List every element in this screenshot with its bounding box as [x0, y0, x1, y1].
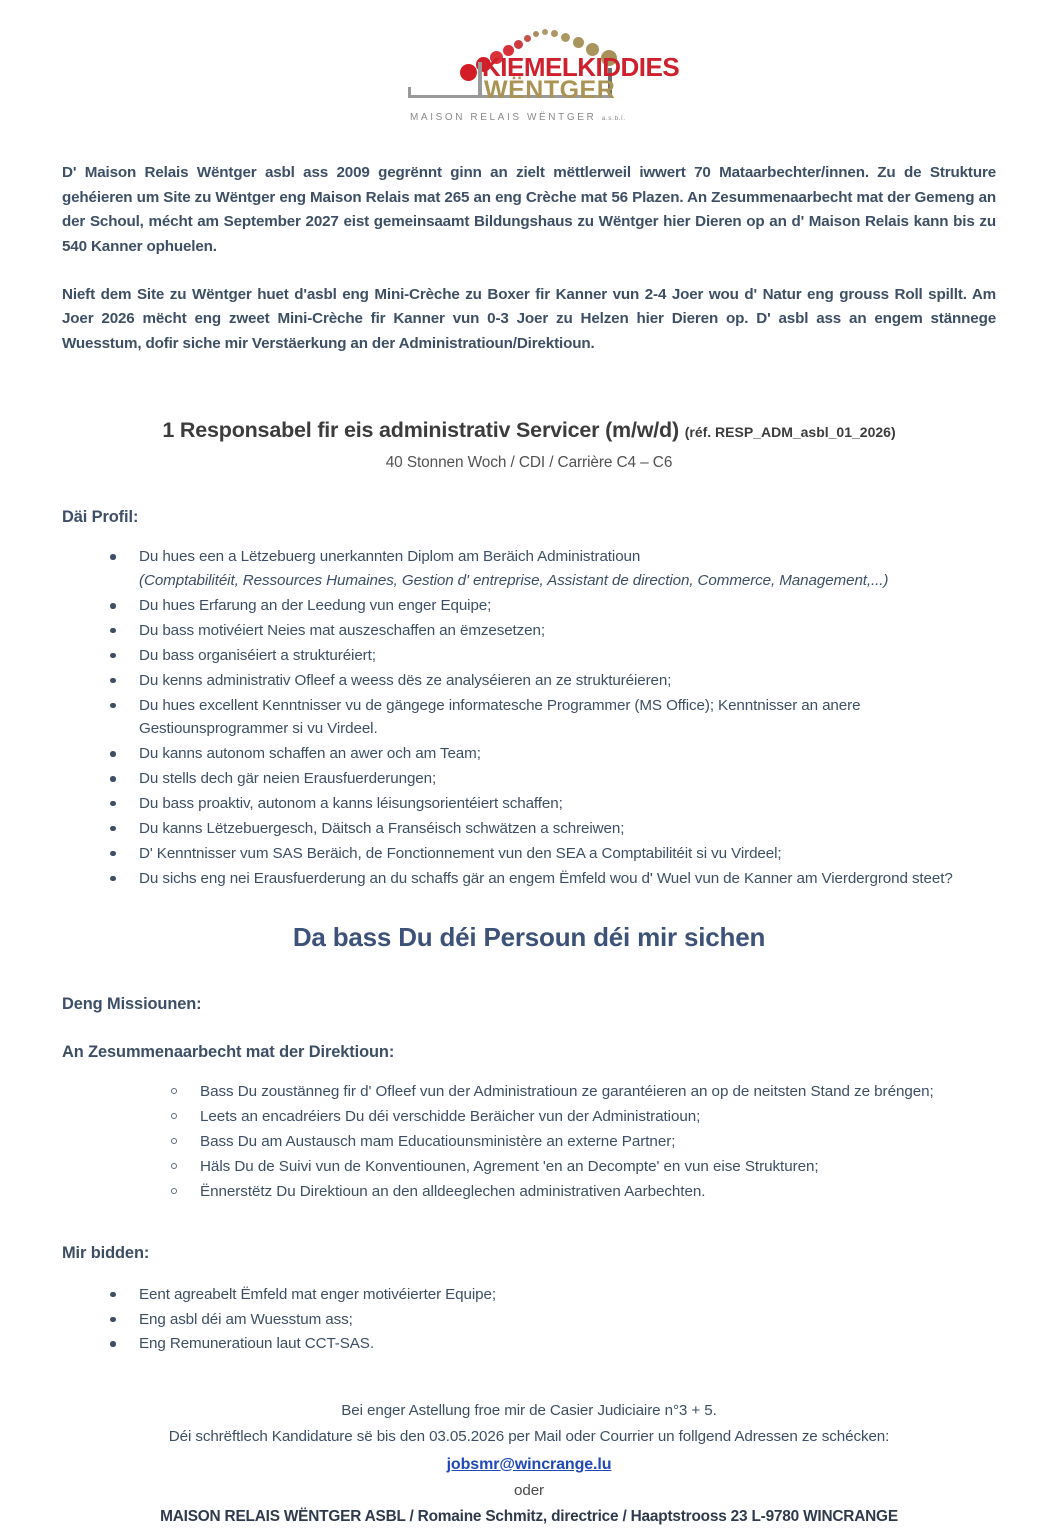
logo-header — [62, 0, 996, 128]
list-item: Du hues Erfarung an der Leedung vun enger Equipe; — [104, 594, 996, 618]
list-item: Du hues excellent Kenntnisser vu de gängege informatesche Programmer (MS Office); Kenntnisser an anere Gestiounsprogrammer si vu Virdeel. — [104, 694, 996, 742]
list-item: Bass Du am Austausch mam Educatiounsministère an externe Partner; — [165, 1130, 996, 1154]
frame-left-tick — [408, 87, 411, 98]
list-item: Eent agreabelt Ëmfeld mat enger motivéierter Equipe; — [104, 1283, 996, 1307]
arc-dot — [514, 40, 523, 49]
job-subtitle: 40 Stonnen Woch / CDI / Carrière C4 – C6 — [385, 454, 673, 472]
arc-dot — [524, 35, 531, 42]
list-item: Du sichs eng nei Erausfuerderung an du schaffs gär an engem Ëmfeld wou d' Wuel vun de Kanner am Vierdergrond steet? — [104, 867, 996, 891]
footer-line-2: Déi schrëftlech Kandidature së bis den 03.05.2026 per Mail oder Courrier un follgend Adressen ze schécken: — [168, 1428, 890, 1446]
list-item: Bass Du zoustänneg fir d' Ofleef vun der Administratioun ze garantéieren an op de neitsten Stand ze bréngen; — [165, 1080, 996, 1104]
list-item-text: Du hues een a Lëtzebuerg unerkannten Diplom am Beräich Administratioun — [139, 548, 641, 566]
application-email-link[interactable]: jobsmr@wincrange.lu — [446, 1455, 612, 1473]
logo-tagline-text: MAISON RELAIS WËNTGER — [410, 112, 597, 123]
list-item: Ënnerstëtz Du Direktioun an den alldeeglechen administrativen Aarbechten. — [165, 1180, 996, 1204]
list-item: D' Kenntnisser vum SAS Beräich, de Fonctionnement vun den SEA a Comptabilitéit si vu Virdeel; — [104, 842, 996, 866]
list-item: Du kenns administrativ Ofleef a weess dës ze analyséieren an ze strukturéieren; — [104, 669, 996, 693]
logo-brand-primary: KIEMELKIDDIES — [482, 52, 680, 82]
section-subheading-direction: An Zesummenaarbecht mat der Direktioun: — [62, 1043, 395, 1062]
section-heading-profile: Däi Profil: — [62, 508, 139, 527]
list-item-subtext: (Comptabilitéit, Ressources Humaines, Gestion d' entreprise, Assistant de direction, Commerce, Management,...) — [139, 572, 889, 590]
list-item: Du bass motivéiert Neies mat auszeschaffen an ëmzesetzen; — [104, 619, 996, 643]
missions-list — [62, 1080, 996, 1203]
list-item — [104, 545, 996, 593]
arc-dot — [542, 29, 548, 35]
offer-list — [62, 1283, 996, 1357]
kiemelkiddies-logo — [404, 16, 680, 128]
list-item: Eng Remuneratioun laut CCT-SAS. — [104, 1332, 996, 1356]
job-title-text: 1 Responsabel fir eis administrativ Servicer (m/w/d) — [162, 418, 679, 443]
intro-paragraph-2: Nieft dem Site zu Wëntger huet d'asbl eng Mini-Crèche zu Boxer fir Kanner vun 2-4 Joer wou d' Natur eng grouss Roll spillt. Am Joer 2026 mëcht eng zweet Mini-Crèche fir Kanner vun 0-3 Joer zu Helzen hier Dieren op. D' asbl ass an engem stännege Wuesstum, dofir siche mir Verstäerkung an der Administratioun/Direktioun. — [62, 285, 996, 352]
footer-line-1: Bei enger Astellung froe mir de Casier Judiciaire n°3 + 5. — [341, 1402, 717, 1420]
logo-brand-secondary: WËNTGER — [484, 76, 616, 104]
job-title — [62, 418, 996, 443]
arc-dot — [573, 37, 584, 48]
logo-tagline — [410, 112, 626, 123]
arc-dot — [561, 33, 570, 42]
list-item: Du kanns Lëtzebuergesch, Däitsch a Franséisch schwätzen a schreiwen; — [104, 817, 996, 841]
call-to-action-heading: Da bass Du déi Persoun déi mir sichen — [292, 922, 766, 953]
list-item: Eng asbl déi am Wuesstum ass; — [104, 1308, 996, 1332]
footer-oder: oder — [514, 1482, 544, 1500]
job-reference: (réf. RESP_ADM_asbl_01_2026) — [684, 424, 896, 441]
list-item: Häls Du de Suivi vun de Konventiounen, Agrement 'en an Decompte' en vun eise Strukturen; — [165, 1155, 996, 1179]
list-item: Du stells dech gär neien Erausfuerderungen; — [104, 767, 996, 791]
section-heading-missions: Deng Missiounen: — [62, 995, 202, 1014]
section-heading-offer: Mir bidden: — [62, 1243, 150, 1262]
intro-paragraph-1: D' Maison Relais Wëntger asbl ass 2009 gegrënnt ginn an zielt mëttlerweil iwwert 70 Mataarbechter/innen. Zu de Strukture gehéieren um Site zu Wëntger eng Maison Relais mat 265 an eng Crèche mat 56 Plazen. An Zesummenaarbecht mat der Gemeng an der Schoul, mécht am September 2027 eist gemeinsaamt Bildungshaus zu Wëntger hier Dieren op an d' Maison Relais kann bis zu 540 Kanner ophuelen. — [62, 164, 996, 255]
list-item: Du bass organiséiert a strukturéiert; — [104, 644, 996, 668]
logo-tagline-suffix: a.s.b.l. — [601, 115, 626, 122]
footer-postal-address: MAISON RELAIS WËNTGER ASBL / Romaine Schmitz, directrice / Haaptstrooss 23 L-9780 WINCRANGE — [160, 1508, 898, 1526]
arc-dot — [551, 30, 558, 37]
list-item: Du bass proaktiv, autonom a kanns léisungsorientéiert schaffen; — [104, 792, 996, 816]
profile-list — [62, 545, 996, 890]
list-item: Leets an encadréiers Du déi verschidde Beräicher vun der Administratioun; — [165, 1105, 996, 1129]
list-item: Du kanns autonom schaffen an awer och am Team; — [104, 742, 996, 766]
arc-dot — [533, 31, 539, 37]
footer-contact — [62, 1398, 996, 1530]
